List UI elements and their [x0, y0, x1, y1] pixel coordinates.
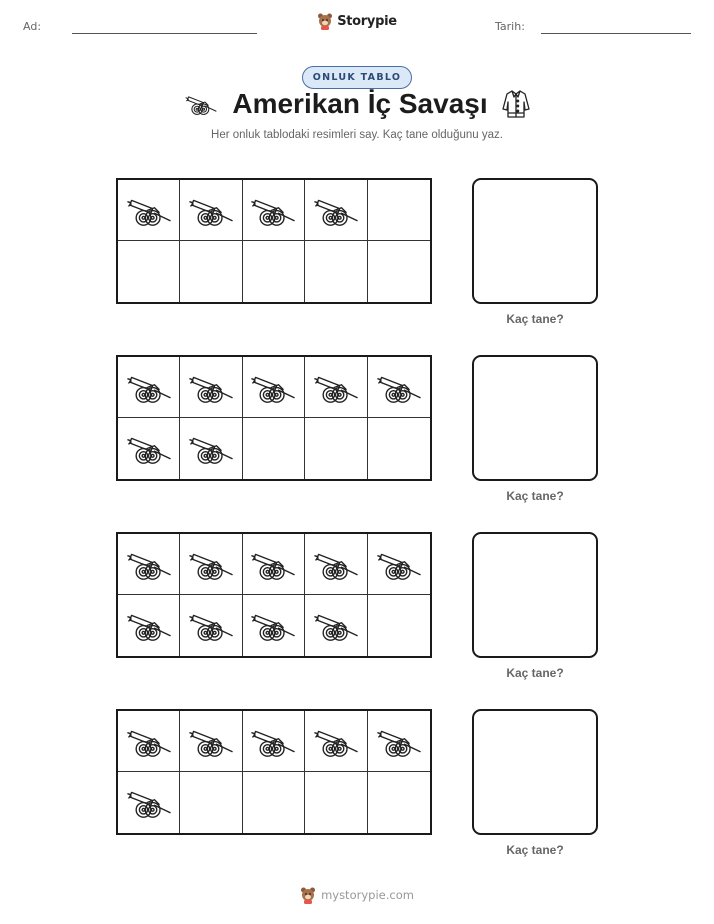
cannon-icon: [251, 369, 295, 406]
ten-frame-cell: [243, 180, 305, 241]
ten-frame-cell: [305, 595, 367, 656]
answer-box[interactable]: [472, 355, 598, 481]
ten-frame-cell: [368, 711, 430, 772]
cannon-icon: [127, 784, 171, 821]
ten-frame-cell: [243, 418, 305, 479]
cannon-icon: [189, 369, 233, 406]
ten-frame-cell: [305, 772, 367, 833]
ten-frame-cell: [368, 241, 430, 302]
cannon-icon: [251, 546, 295, 583]
ten-frame-cell: [305, 711, 367, 772]
page-title: Amerikan İç Savaşı: [232, 88, 488, 119]
cannon-icon: [314, 607, 358, 644]
ten-frame-cell: [180, 534, 242, 595]
answer-box[interactable]: [472, 178, 598, 304]
answer-label: Kaç tane?: [506, 666, 564, 680]
worksheet-type-badge: ONLUK TABLO: [302, 66, 413, 89]
cannon-icon: [314, 723, 358, 760]
cannon-icon: [127, 192, 171, 229]
ten-frame-cell: [368, 534, 430, 595]
ten-frame-cell: [118, 534, 180, 595]
ten-frame-cell: [368, 357, 430, 418]
ten-frame-cell: [118, 357, 180, 418]
instructions: Her onluk tablodaki resimleri say. Kaç tane olduğunu yaz.: [211, 129, 503, 141]
ten-frame-cell: [180, 180, 242, 241]
name-label: Ad:: [23, 20, 42, 33]
ten-frame-cell: [305, 534, 367, 595]
ten-frame-cell: [180, 711, 242, 772]
ten-frame-cell: [243, 595, 305, 656]
cannon-icon: [189, 723, 233, 760]
ten-frame-cell: [305, 418, 367, 479]
cannon-icon: [189, 430, 233, 467]
ten-frame-cell: [305, 241, 367, 302]
footer: [0, 886, 714, 904]
ten-frame: [116, 532, 432, 658]
cannon-icon: [377, 723, 421, 760]
ten-frame-cell: [180, 772, 242, 833]
ten-frame-cell: [305, 180, 367, 241]
ten-frame-cell: [243, 711, 305, 772]
cannon-icon: [189, 546, 233, 583]
ten-frame-cell: [118, 772, 180, 833]
footer-url: mystorypie.com: [321, 888, 414, 902]
ten-frame: [116, 355, 432, 481]
answer-box[interactable]: [472, 709, 598, 835]
uniform-jacket-icon: [502, 89, 530, 119]
ten-frame-cell: [118, 418, 180, 479]
date-label: Tarih:: [495, 20, 525, 33]
cannon-icon: [251, 192, 295, 229]
cannon-icon: [127, 723, 171, 760]
cannon-icon: [189, 607, 233, 644]
cannon-icon: [251, 607, 295, 644]
answer-label: Kaç tane?: [506, 843, 564, 857]
cannon-icon: [377, 369, 421, 406]
bear-logo-icon: [317, 12, 333, 30]
ten-frame-cell: [118, 180, 180, 241]
ten-frame-cell: [180, 357, 242, 418]
cannon-icon: [184, 91, 218, 117]
ten-frame-cell: [368, 418, 430, 479]
ten-frame-cell: [368, 180, 430, 241]
cannon-icon: [377, 546, 421, 583]
answer-box[interactable]: [472, 532, 598, 658]
cannon-icon: [314, 192, 358, 229]
ten-frame-cell: [180, 241, 242, 302]
cannon-icon: [251, 723, 295, 760]
answer-label: Kaç tane?: [506, 489, 564, 503]
ten-frame: [116, 709, 432, 835]
date-line[interactable]: [541, 33, 691, 34]
ten-frame-cell: [180, 418, 242, 479]
answer-label: Kaç tane?: [506, 312, 564, 326]
ten-frame-cell: [180, 595, 242, 656]
brand-name: Storypie: [337, 13, 397, 29]
cannon-icon: [189, 192, 233, 229]
ten-frame-cell: [368, 772, 430, 833]
cannon-icon: [314, 369, 358, 406]
cannon-icon: [314, 546, 358, 583]
name-line[interactable]: [72, 33, 257, 34]
ten-frame-cell: [368, 595, 430, 656]
ten-frame: [116, 178, 432, 304]
ten-frame-cell: [243, 772, 305, 833]
ten-frame-cell: [118, 711, 180, 772]
cannon-icon: [127, 546, 171, 583]
bear-logo-icon: [300, 886, 316, 904]
ten-frame-cell: [118, 241, 180, 302]
cannon-icon: [127, 369, 171, 406]
cannon-icon: [127, 607, 171, 644]
ten-frame-cell: [305, 357, 367, 418]
ten-frame-cell: [243, 241, 305, 302]
ten-frame-cell: [243, 357, 305, 418]
ten-frame-cell: [118, 595, 180, 656]
cannon-icon: [127, 430, 171, 467]
brand-logo: [0, 12, 714, 30]
ten-frame-cell: [243, 534, 305, 595]
